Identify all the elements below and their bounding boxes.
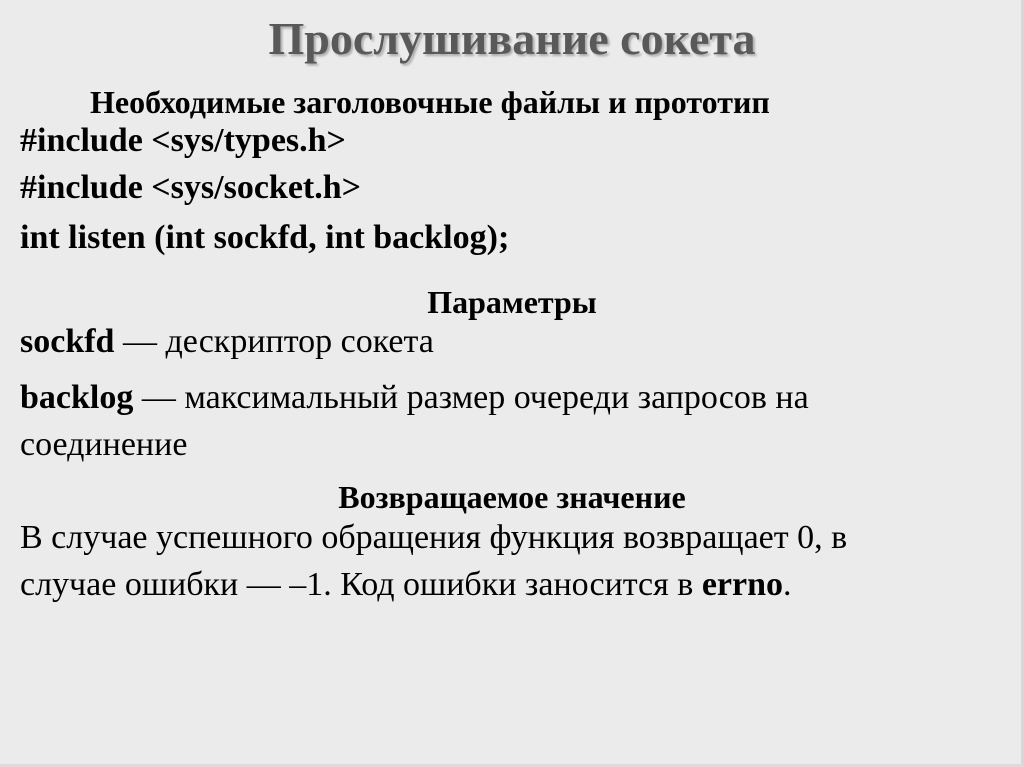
param-sockfd — [20, 325, 434, 359]
return-heading: Возвращаемое значение — [338, 479, 686, 515]
errno-term: errno — [701, 566, 784, 603]
param-backlog-continuation: соединение — [20, 426, 188, 463]
code-line-types: #include <sys/types.h> — [20, 122, 346, 159]
code-line-prototype: int listen (int sockfd, int backlog); — [20, 219, 510, 256]
slide-title: Прослушивание сокета — [268, 13, 756, 64]
param-desc: — дескриптор сокета — [114, 323, 434, 360]
param-name: backlog — [20, 379, 134, 416]
code-line-socket: #include <sys/socket.h> — [20, 169, 362, 206]
param-desc: — максимальный размер очереди запросов на — [133, 379, 809, 416]
return-period: . — [783, 566, 792, 603]
return-text: случае ошибки — –1. Код ошибки заносится в — [20, 566, 702, 603]
return-line-1: В случае успешного обращения функция возвращает 0, в — [20, 519, 848, 556]
return-line-2 — [20, 568, 792, 602]
param-name: sockfd — [20, 323, 115, 360]
param-backlog — [20, 381, 809, 415]
params-heading: Параметры — [427, 284, 597, 320]
headers-heading: Необходимые заголовочные файлы и прототип — [90, 84, 770, 120]
